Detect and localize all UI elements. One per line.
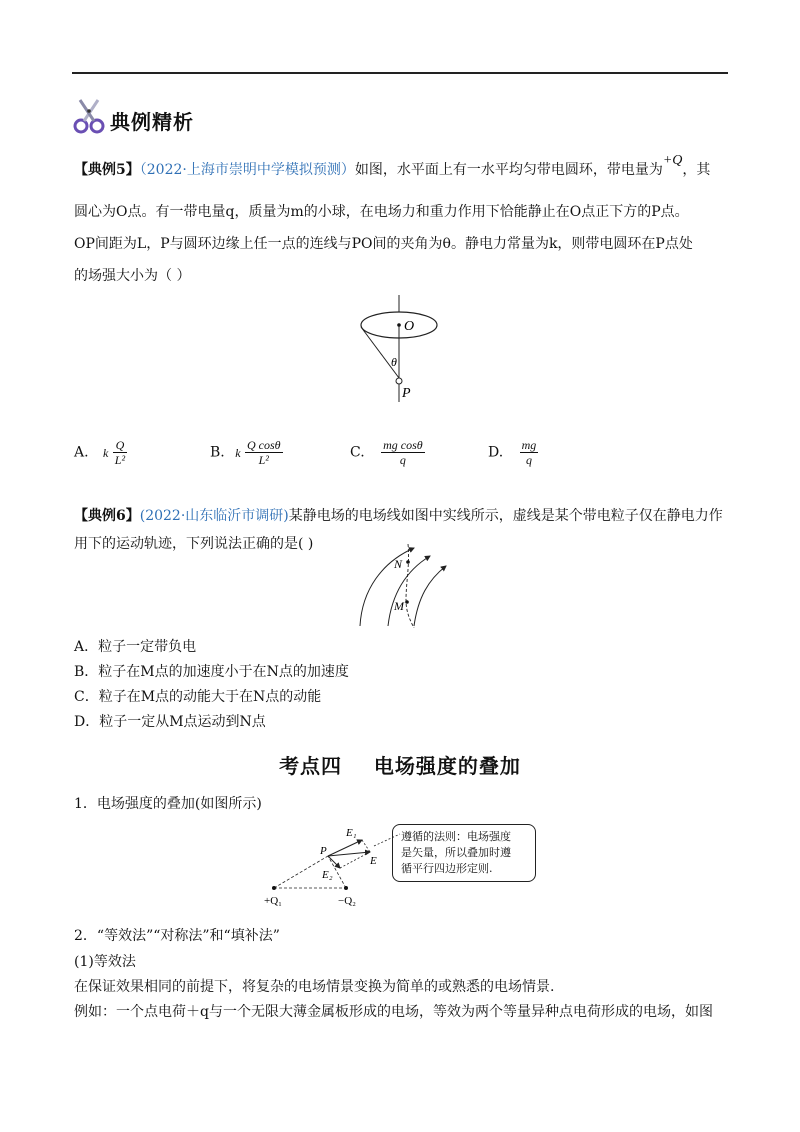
ring-figure — [350, 290, 460, 410]
label-E2: E₂ — [322, 869, 333, 881]
label-E1: E₁ — [346, 827, 357, 839]
example6-option-d: D．粒子一定从M点运动到N点 — [74, 714, 266, 730]
label-O: O — [404, 319, 415, 334]
example6-line1: 【典例6】(2022·山东临沂市调研)某静电场的电场线如图中实线所示，虚线是某个带电粒子仅在静电力作 — [74, 508, 723, 524]
label-theta: θ — [391, 355, 397, 369]
charge-symbol: +Q — [662, 153, 683, 168]
label-Q1: +Q₁ — [264, 895, 282, 907]
item2-1: (1)等效法 — [74, 954, 136, 970]
label-P2: P — [320, 845, 327, 857]
example6-option-a: A．粒子一定带负电 — [74, 639, 197, 655]
example6-option-c: C．粒子在M点的动能大于在N点的动能 — [74, 689, 322, 705]
header-rule — [72, 72, 728, 74]
paragraph-2: 例如：一个点电荷＋q与一个无限大薄金属板形成的电场，等效为两个等量异种点电荷形成的电场，如图 — [74, 1004, 713, 1020]
section-title: 考点四 电场强度的叠加 — [279, 754, 521, 778]
field-lines-figure — [352, 540, 452, 628]
rule-note-box: 遵循的法则：电场强度 是矢量，所以叠加时遵 循平行四边形定则. — [392, 824, 536, 882]
item1: 1．电场强度的叠加(如图所示) — [74, 796, 262, 812]
option-c: C. $\frac{\text{mg cosθ}}{q}$ — [350, 438, 423, 467]
example5-line2: 圆心为O点。有一带电量q，质量为m的小球，在电场力和重力作用下恰能静止在O点正下方的P点。 — [74, 204, 689, 220]
item2: 2．“等效法”“对称法”和“填补法” — [74, 928, 280, 944]
label-E: E — [370, 855, 377, 867]
label-Q2: −Q₂ — [338, 895, 356, 907]
example5-line4: 的场强大小为（ ） — [74, 268, 191, 284]
example5-tag: 【典例5】 — [74, 162, 140, 178]
scissors-icon — [72, 96, 108, 136]
example5-line3: OP间距为L，P与圆环边缘上任一点的连线与PO间的夹角为θ。静电力常量为k，则带电圆环在P点处 — [74, 236, 693, 252]
superposition-figure — [262, 818, 402, 910]
label-M: M — [394, 599, 404, 613]
label-P: P — [402, 386, 411, 401]
section-header-title: 典例精析 — [110, 110, 194, 134]
example6-tag: 【典例6】 — [74, 508, 140, 524]
example5-line1: 【典例5】（2022·上海市崇明中学模拟预测）如图，水平面上有一水平均匀带电圆环，带电量为+Q，其 — [74, 153, 711, 178]
option-b: B. k $\frac{\text{Q cosθ}}{\text{L²}}$ — [210, 438, 281, 467]
option-d: D. $\frac{mg}{q}$ — [488, 438, 537, 467]
example6-source: (2022·山东临沂市调研) — [139, 508, 289, 524]
example6-option-b: B．粒子在M点的加速度小于在N点的加速度 — [74, 664, 349, 680]
paragraph-1: 在保证效果相同的前提下，将复杂的电场情景变换为简单的或熟悉的电场情景. — [74, 979, 555, 995]
option-a: A. k $\frac{Q}{\text{L²}}$ — [74, 438, 126, 467]
example6-line2: 用下的运动轨迹，下列说法正确的是( ) — [74, 536, 314, 552]
example5-source: （2022·上海市崇明中学模拟预测） — [139, 162, 355, 178]
label-N: N — [394, 557, 403, 571]
